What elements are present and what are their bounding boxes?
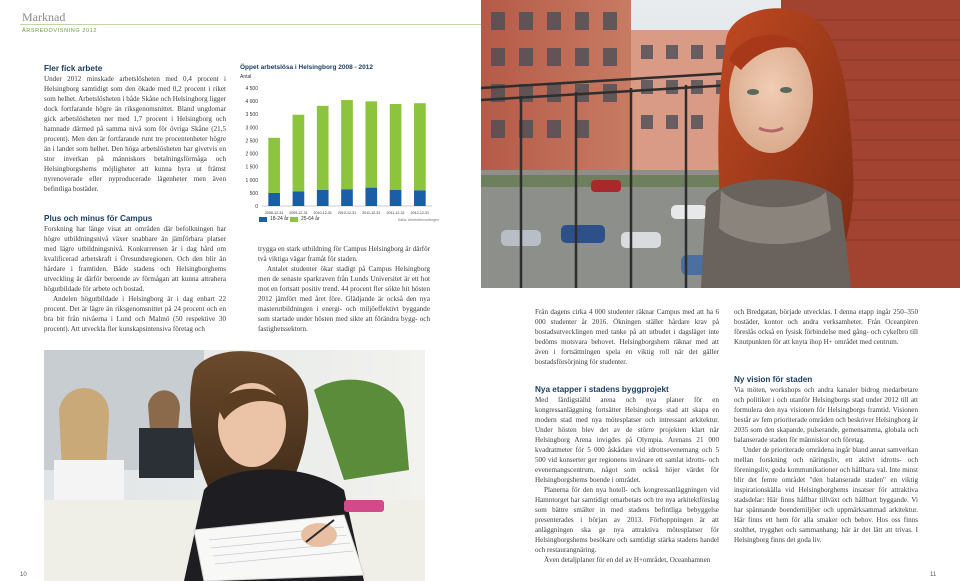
paragraph-hogutbildade: Andelen högutbildade i Helsingborg är i dag enbart 22 procent. Det är lägre än riksgenomsnittet på 24 procent och en bra bit från nivåerna i Lund och Malmö (50 respektive 30 procent). Att utveckla fler kunskapsintensiva företag och	[44, 295, 226, 333]
bar-segment-25-64	[268, 138, 280, 193]
x-tick-label: 2012-12-31	[410, 211, 430, 215]
heading-fler-fick-arbete: Fler fick arbete	[44, 64, 103, 73]
paragraph-arena: Med färdigställd arena och nya planer för en kongressanläggning fortsätter Helsingborgs stad att skapa en modern stad med nya mötesplatser och intressant arkitektur. Under hösten blev det av de större projekten klart när Helsingborg Arena invigdes på Olympia. Arenans 21 000 kvadratmeter för 5 000 åskådare vid idrottsevenemang och 5 500 vid konserter ger regionens invånare ett samlat idrotts- och evenemangscentrum, något som också höjer värdet för Helsingborgshems boende i området.	[535, 396, 719, 484]
bar-segment-25-64	[365, 101, 377, 187]
x-tick-label: 2008-12-31	[264, 211, 284, 215]
x-tick-label: 2011-12-31	[386, 211, 405, 215]
bar-segment-25-64	[390, 104, 402, 190]
section-title: Marknad	[22, 10, 66, 24]
x-tick-label: 2010-12-31	[337, 211, 357, 215]
bar-segment-25-64	[317, 106, 329, 190]
y-tick-label: 2 500	[245, 138, 258, 145]
heading-ny-vision: Ny vision för staden	[734, 375, 813, 384]
bar-segment-25-64	[414, 103, 426, 190]
x-tick-label: 2010-12-31	[313, 211, 332, 215]
paragraph-studenter-2016: Från dagens cirka 4 000 studenter räknar Campus med att ha 6 000 studenter år 2016. Ökningen ställer hårdare krav på bostadsutvecklingen med tanke på att utbudet i dagsläget inte bedöms motsvara behovet. Helsingborgshem räknar med att även i fortsättningen spela en viktig roll när det gäller bostadsförsörjning för studenter.	[535, 308, 719, 366]
chart-title: Öppet arbetslösa i Helsingborg 2008 - 2012	[240, 64, 373, 71]
x-tick-label: 2009-12-31	[289, 211, 308, 215]
paragraph-campus: Forskning har länge visat att områden där befolkningen har högre utbildningsnivå växer snabbare än jämförbara platser med lägre utbildningsnivå. Konkurrensen är i dag hård om kvalificerad arbetskraft i Öresundsregionen. Och den blir än hårdare i framtiden. Både stadens och Helsingborghems utveckling är därför beroende av förmågan att kunna attrahera högutbildade för arbete och bostad.	[44, 225, 226, 293]
paragraph-vision: Via möten, workshops och andra kanaler bidrog medarbetare och politiker i och utanför Helsingborgs stad under 2012 till att formulera den nya visionen för Helsingborgs framtid. Visionen består av fem prioriterade områden och beskriver Helsingborg år 2035 som den skapande, pulserande, gemensamma, globala och balanserade staden för människor och företag.	[734, 386, 918, 444]
legend-swatch-25-64	[290, 217, 298, 222]
bar-segment-25-64	[341, 100, 353, 189]
bar-segment-18-24	[293, 191, 305, 206]
y-tick-label: 2 000	[245, 151, 258, 158]
y-tick-label: 1 500	[245, 164, 258, 171]
y-tick-label: 1 000	[245, 177, 258, 184]
bar-segment-18-24	[390, 190, 402, 206]
bar-segment-18-24	[341, 189, 353, 206]
paragraph-arbete: Under 2012 minskade arbetslösheten med 0,4 procent i Helsingborg samtidigt som den ökade med 0,2 procent i riket som helhet. Arbetslösheten i både Skåne och Helsingborg ligger dock fortfarande högre än riksgenomsnittet. Bland ungdomar gick arbetslösheten ner med 1,7 procent i Helsingborg och hamnade därmed på samma nivå som för övriga Skåne (21,5 procent). Men den är fortfarande runt tre procentenheter högre än i landet som helhet. Den höga arbetslösheten har givetvis en stor inverkan på människors betalningsförmåga och Helsingborgshems möjligheter att kunna hyra ut främst nyrenoverade eller nyproducerade lägenheter men även befintliga bostäder.	[44, 75, 226, 193]
y-tick-label: 3 000	[245, 125, 258, 132]
middle-text-block	[258, 244, 430, 334]
y-tick-label: 3 500	[245, 112, 258, 119]
photo-woman-balcony-image	[481, 0, 960, 288]
heading-campus: Plus och minus för Campus	[44, 214, 153, 223]
paragraph-studenter: Antalet studenter ökar stadigt på Campus Helsingborg men de senaste sparkraven från Lunds Universitet är ett hot mot en fortsatt positiv trend. 44 procent fler sökte hit hösten 2012 jämfört med året före. Glädjande är också den nya masterutbildningen i energi- och miljöeffektivt byggande som startade under hösten med sikte att förändra bygg- och fastighetssektorn.	[258, 265, 430, 333]
col1-text-block	[535, 395, 719, 565]
photo-student-studying-image	[44, 350, 425, 581]
bar-segment-18-24	[317, 190, 329, 206]
bar-segment-18-24	[268, 193, 280, 206]
section-subtitle: ÅRSREDOVISNING 2012	[22, 28, 97, 34]
y-tick-label: 500	[249, 190, 258, 197]
photo-student-studying	[44, 350, 425, 581]
y-tick-label: 4 000	[245, 99, 258, 106]
bar-chart	[236, 80, 436, 230]
paragraph-hamntorget: Planerna för den nya hotell- och kongressanläggningen vid Hamntorget har samtidigt omarbetats och tre nya arkitektförslag som bättre smälter in med stadens befintliga bebyggelse presenterades i början av 2013. Förhoppningen är att anläggningen ska ge nya attraktiva mötesplatser för Helsingborgshems besökare och samtidigt stärka stadens handel och restaurangnäring.	[535, 486, 719, 554]
bar-segment-25-64	[293, 115, 305, 192]
page-number-left: 10	[20, 572, 27, 578]
legend-label-18-24: 18-24 år	[270, 216, 289, 222]
chart-source: Källa: Arbetsförmedlingen	[398, 218, 439, 222]
paragraph-trygga: trygga en stark utbildning för Campus Helsingborg är därför två viktiga vägar framåt för staden.	[258, 245, 430, 263]
header-divider	[20, 24, 482, 25]
photo-woman-balcony	[481, 0, 960, 288]
heading-nya-etapper: Nya etapper i stadens byggprojekt	[535, 385, 669, 394]
paragraph-detaljplaner: Även detaljplaner för en del av H+området, Oceanhamnen	[544, 556, 711, 564]
bar-segment-18-24	[365, 188, 377, 206]
chart-y-label: Antal	[240, 74, 252, 80]
col2-text-block	[734, 385, 918, 545]
paragraph-bredgatan: och Bredgatan, började utvecklas. I denna etapp ingår 250–350 bostäder, kontor och andra verksamheter. Från Oceanpiren föreslås också en fysisk förbindelse med gång- och cykelbro till Knutpunkten för att knyta ihop H+ området med centrum.	[734, 308, 918, 346]
page-number-right: 11	[930, 572, 937, 578]
bar-segment-18-24	[414, 190, 426, 206]
paragraph-prioriterade: Under de prioriterade områdena ingår bland annat samverkan mellan forskning och näringsliv, ett aktivt idrotts- och föreningsliv, goda kommunikationer och hållbara val. Inte minst blir det femte området "den balanserade staden" en viktig inspirationskälla vid Helsingborghems insatser för attraktiva stadsdelar: Här finns hållbar tillväxt och hållbart byggande. Vi har spännande boendemiljöer och uppmärksammad arkitektur. Här finns ett hem för alla smaker och behov. Hos oss finns stolthet, trygghet och sammanhang; här är det lätt att trivas. I Helsingborg finns det goda liv.	[734, 446, 918, 544]
legend-swatch-18-24	[259, 217, 267, 222]
x-tick-label: 2011-12-31	[362, 211, 381, 215]
y-tick-label: 4 500	[245, 86, 258, 92]
campus-text-block	[44, 224, 226, 334]
y-tick-label: 0	[255, 204, 258, 210]
legend-label-25-64: 25-64 år	[301, 216, 320, 222]
